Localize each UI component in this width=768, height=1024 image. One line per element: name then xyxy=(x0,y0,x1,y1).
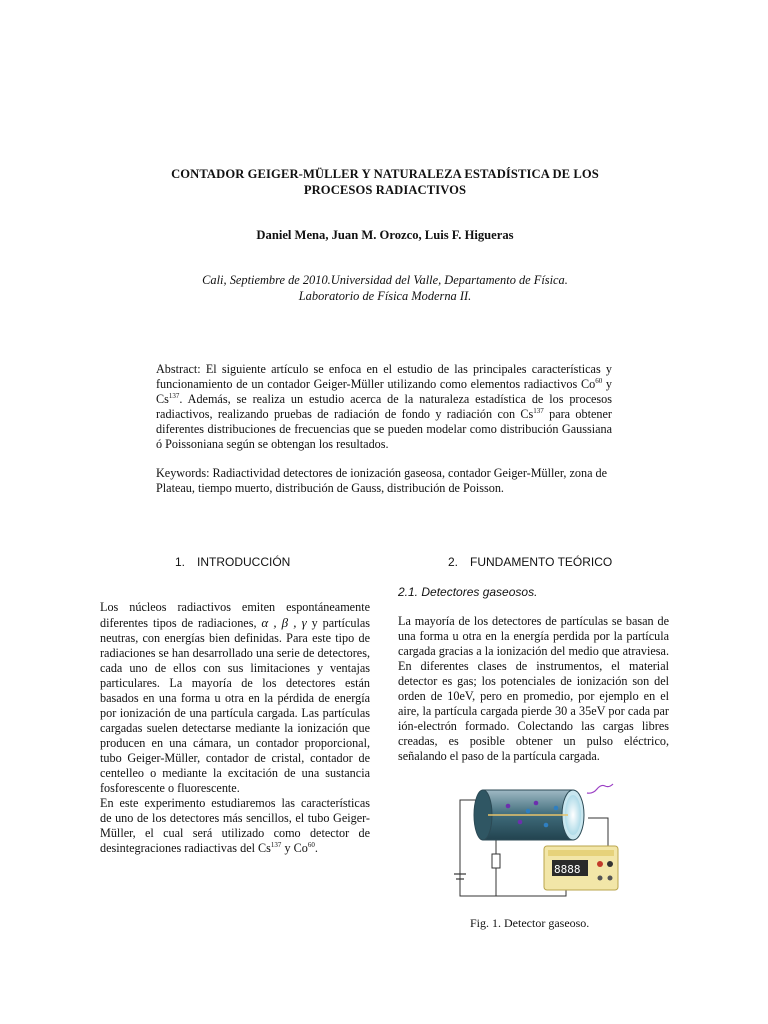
abstract-sup-3: 137 xyxy=(533,406,544,415)
counter-display: 8888 xyxy=(554,863,581,876)
abstract-part-1: Abstract: El siguiente artículo se enfoca en el estudio de las principales características y funcionamiento de un contador Geiger-Müller utilizando como elementos radiactivos Co xyxy=(156,362,612,391)
intro-sup-1: 137 xyxy=(270,840,282,849)
paper-title xyxy=(150,166,620,198)
intro-text-b: y partículas neutras, con energías bien definidas. Para este tipo de radiaciones se han desarrollado una serie de detectores, cada uno de ellos con sus limitaciones y ventajas particulares. La mayoría de los detectores están basados en una forma u otra en la pérdida de energía por ionización de una partícula cargada. Las partículas cargadas suelen detectarse mediante la ionización que producen en una cámara, un contador proporcional, tubo Geiger-Müller, contador de cristal, contador de centelleo o mediante la excitación de una sustancia fosforescente o fluorescente. xyxy=(100,616,370,795)
ionization-chamber-shape xyxy=(474,790,584,840)
intro-sup-2: 60 xyxy=(307,840,315,849)
intro-text-mid: y Co xyxy=(281,841,308,855)
abstract-part-2: y Cs xyxy=(156,377,612,406)
affiliation xyxy=(150,272,620,304)
authors: Daniel Mena, Juan M. Orozco, Luis F. Higueras xyxy=(256,228,514,242)
affiliation-line-2: Laboratorio de Física Moderna II. xyxy=(298,289,472,303)
detector-figure xyxy=(448,778,628,906)
figure-caption: Fig. 1. Detector gaseoso. xyxy=(470,916,590,930)
abstract xyxy=(156,362,612,452)
theory-paragraph-1: La mayoría de los detectores de partículas se basan de una forma u otra en la energía perdida por la partícula cargada gracias a la ionización del medio que atraviesa. En diferentes clases de instrumentos, el material detector es gas; los potenciales de ionización son del orden de 10eV, pero en promedio, por ejemplo en el aire, la partícula cargada pierde 30 a 35eV por cada par ión-electrón formado. Colectando las cargas libres creadas, es posible obtener un pulso eléctrico, señalando el paso de la partícula cargada. xyxy=(398,614,669,763)
intro-text-end: . xyxy=(314,841,318,855)
intro-paragraph-1 xyxy=(100,600,370,796)
abstract-part-3: . Además, se realiza un estudio acerca de la naturaleza estadística de los procesos radiactivos, realizando pruebas de radiación de fondo y radiación con Cs xyxy=(156,392,612,421)
section-2-title: FUNDAMENTO TEÓRICO xyxy=(470,555,613,569)
abstract-part-4: para obtener diferentes distribuciones de frecuencias que se pueden modelar como distribución Gaussiana ó Poissoniana según se obtengan los resultados. xyxy=(156,407,612,451)
resistor-shape xyxy=(492,854,500,868)
intro-text-a: Los núcleos radiactivos emiten espontáneamente diferentes tipos de radiaciones, xyxy=(100,600,370,630)
radiation-path xyxy=(587,784,613,793)
title-line-2: PROCESOS RADIACTIVOS xyxy=(303,183,467,197)
section-2-number: 2. xyxy=(448,555,459,569)
section-heading-fundamento xyxy=(448,555,612,569)
section-1-number: 1. xyxy=(175,555,186,569)
intro-text-c: En este experimento estudiaremos las características de uno de los detectores más sencillos, el tubo Geiger-Müller, el cual será utilizado como detector de desintegraciones radiactivas del Cs xyxy=(100,796,370,855)
abstract-sup-2: 137 xyxy=(168,391,180,400)
section-heading-introduccion xyxy=(175,555,290,569)
subsection-heading: 2.1. Detectores gaseosos. xyxy=(398,585,538,599)
section-1-title: INTRODUCCIÓN xyxy=(197,555,291,569)
greek-symbols: α , β , γ xyxy=(261,615,307,630)
intro-column xyxy=(100,600,370,856)
keywords: Keywords: Radiactividad detectores de ionización gaseosa, contador Geiger-Müller, zona de Plateau, tiempo muerto, distribución de Gauss, distribución de Poisson. xyxy=(156,466,608,495)
abstract-text xyxy=(156,362,612,452)
theory-column xyxy=(398,614,669,764)
affiliation-line-1: Cali, Septiembre de 2010.Universidad del Valle, Departamento de Física. xyxy=(202,273,568,287)
intro-paragraph-2 xyxy=(100,796,370,856)
abstract-sup-1: 60 xyxy=(595,376,603,385)
title-line-1: CONTADOR GEIGER-MÜLLER Y NATURALEZA ESTADÍSTICA DE LOS xyxy=(171,167,599,181)
